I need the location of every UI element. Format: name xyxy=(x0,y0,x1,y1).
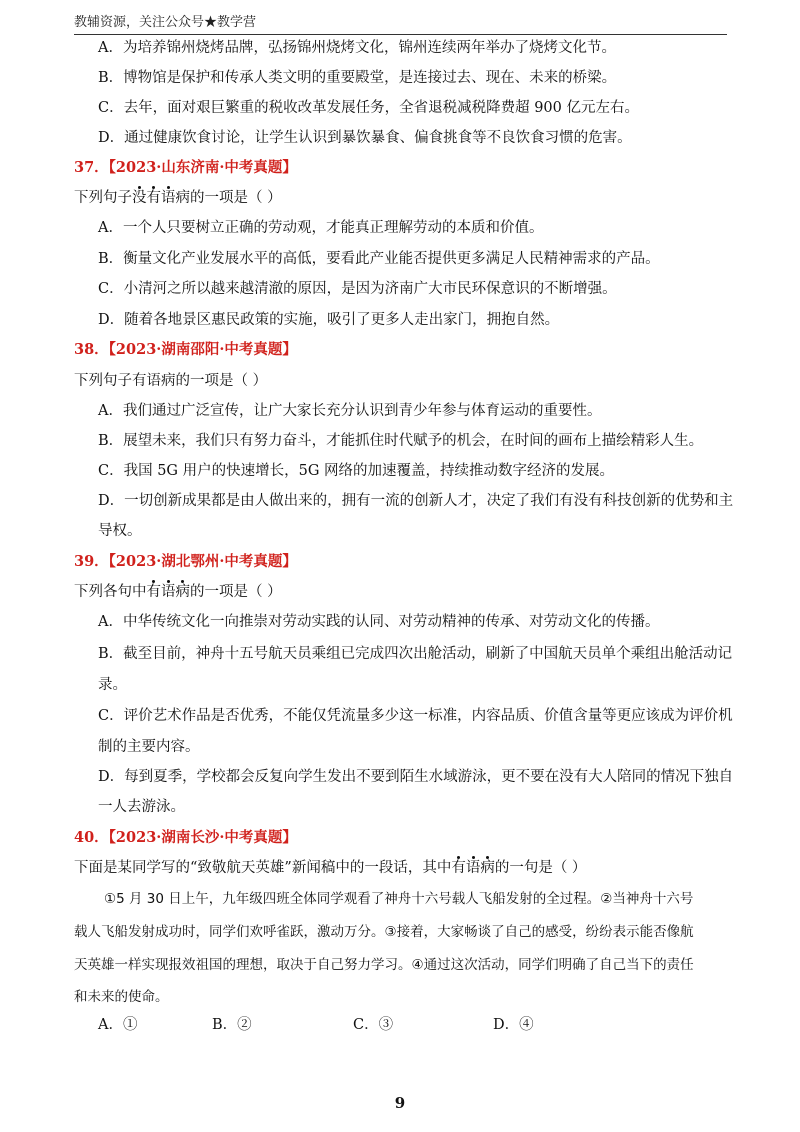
q40-title: 40．【2023·湖南长沙·中考真题】 xyxy=(74,829,297,846)
q40-choice-d: D．④ xyxy=(493,1017,534,1033)
q38-option-a: A．我们通过广泛宣传，让广大家长充分认识到青少年参与体育运动的重要性。 xyxy=(98,403,602,419)
q37-option-d: D．随着各地景区惠民政策的实施，吸引了更多人走出家门，拥抱自然。 xyxy=(98,312,560,328)
q37-option-c: C．小清河之所以越来越清澈的原因，是因为济南广大市民环保意识的不断增强。 xyxy=(98,281,617,297)
q38-option-d-continued: 导权。 xyxy=(98,523,142,539)
emphasis-char: 有 xyxy=(146,190,161,206)
q38-stem: 下列句子有语病的一项是（ ） xyxy=(74,373,268,389)
q38-option-c: C．我国 5G 用户的快速增长，5G 网络的加速覆盖，持续推动数字经济的发展。 xyxy=(98,463,615,479)
q40-passage-line: ①5 月 30 日上午，九年级四班全体同学观看了神舟十六号载人飞船发射的全过程。②当神舟十六号 xyxy=(104,891,694,907)
q36-option-b: B．博物馆是保护和传承人类文明的重要殿堂，是连接过去、现在、未来的桥梁。 xyxy=(98,70,617,86)
q37-option-a: A．一个人只要树立正确的劳动观，才能真正理解劳动的本质和价值。 xyxy=(98,220,544,236)
emphasis-char: 有 xyxy=(146,584,161,600)
emphasis-char: 病 xyxy=(480,860,495,876)
emphasis-char: 有 xyxy=(451,860,466,876)
q39-option-c: C．评价艺术作品是否优秀，不能仅凭流量多少这一标准，内容品质、价值含量等更应该成为评价机 xyxy=(98,708,733,724)
q40-passage-line: 载人飞船发射成功时，同学们欢呼雀跃，激动万分。③接着，大家畅谈了自己的感受，纷纷表示能否像航 xyxy=(74,924,694,940)
emphasis-char: 语 xyxy=(161,190,176,206)
emphasis-char: 病 xyxy=(175,584,190,600)
q40-choice-b: B．② xyxy=(212,1017,252,1033)
q39-option-d: D．每到夏季，学校都会反复向学生发出不要到陌生水域游泳，更不要在没有大人陪同的情况下独自 xyxy=(98,769,734,785)
q40-choice-a: A．① xyxy=(98,1017,138,1033)
q36-option-a: A．为培养锦州烧烤品牌，弘扬锦州烧烤文化，锦州连续两年举办了烧烤文化节。 xyxy=(98,40,616,56)
q36-option-c: C．去年，面对艰巨繁重的税收改革发展任务，全省退税减税降费超 900 亿元左右。 xyxy=(98,100,639,116)
q37-stem: 下列句子没有语病的一项是（ ） xyxy=(74,190,282,206)
emphasis-char: 没 xyxy=(132,190,147,206)
q40-passage-line: 天英雄一样实现报效祖国的理想，取决于自己努力学习。④通过这次活动，同学们明确了自己当下的责任 xyxy=(74,957,694,973)
q40-stem: 下面是某同学写的“致敬航天英雄”新闻稿中的一段话，其中有语病的一句是（ ） xyxy=(74,860,587,876)
q40-choice-c: C．③ xyxy=(353,1017,394,1033)
emphasis-char: 语 xyxy=(161,584,176,600)
q37-title: 37．【2023·山东济南·中考真题】 xyxy=(74,159,297,176)
q39-option-c-continued: 制的主要内容。 xyxy=(98,739,200,755)
q36-option-d: D．通过健康饮食讨论，让学生认识到暴饮暴食、偏食挑食等不良饮食习惯的危害。 xyxy=(98,130,632,146)
q39-stem: 下列各句中有语病的一项是（ ） xyxy=(74,584,282,600)
emphasis-char: 语 xyxy=(465,860,481,876)
q38-option-b: B．展望未来，我们只有努力奋斗，才能抓住时代赋予的机会，在时间的画布上描绘精彩人生。 xyxy=(98,433,704,449)
q38-title: 38．【2023·湖南邵阳·中考真题】 xyxy=(74,341,297,358)
q39-option-b-continued: 录。 xyxy=(98,677,127,693)
q39-title: 39．【2023·湖北鄂州·中考真题】 xyxy=(74,553,297,570)
q37-option-b: B．衡量文化产业发展水平的高低，要看此产业能否提供更多满足人民精神需求的产品。 xyxy=(98,251,660,267)
q40-passage-line: 和未来的使命。 xyxy=(74,989,169,1005)
page-number: 9 xyxy=(394,1094,406,1112)
q39-option-d-continued: 一人去游泳。 xyxy=(98,799,185,815)
q39-option-b: B．截至目前，神舟十五号航天员乘组已完成四次出舱活动，刷新了中国航天员单个乘组出舱活动记 xyxy=(98,646,733,662)
page-header: 教辅资源，关注公众号★教学营 xyxy=(74,12,727,35)
q39-option-a: A．中华传统文化一向推崇对劳动实践的认同、对劳动精神的传承、对劳动文化的传播。 xyxy=(98,614,660,630)
q38-option-d: D．一切创新成果都是由人做出来的，拥有一流的创新人才，决定了我们有没有科技创新的优势和主 xyxy=(98,493,734,509)
